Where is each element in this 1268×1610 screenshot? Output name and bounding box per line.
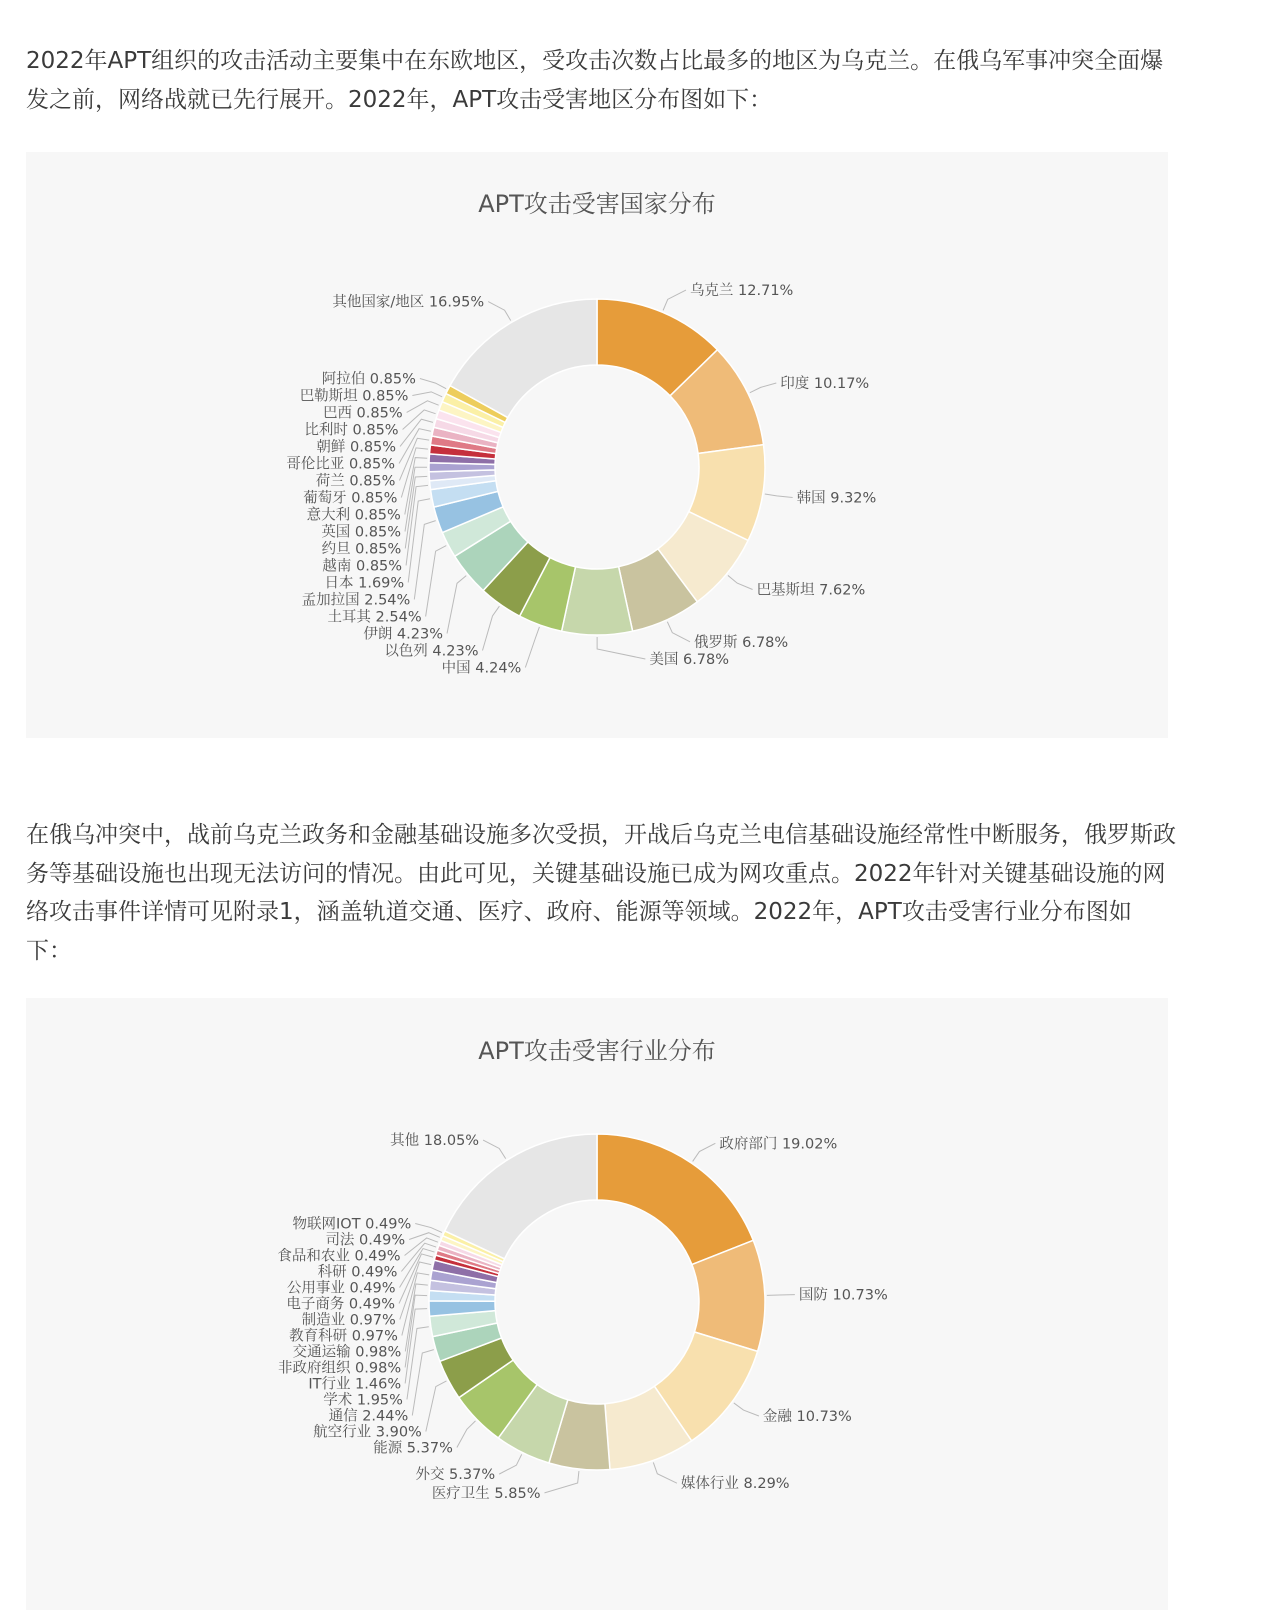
leader-line (767, 1295, 795, 1296)
leader-line (488, 302, 511, 321)
industry-donut-chart (26, 998, 1168, 1610)
slice-label: 媒体行业 8.29% (680, 1476, 790, 1493)
slice-label: 伊朗 4.23% (363, 626, 444, 643)
leader-line (401, 1243, 436, 1271)
slice-label: 其他国家/地区 16.95% (332, 294, 485, 311)
slice-label: 印度 10.17% (780, 376, 870, 393)
slice-label: 交通运输 0.98% (292, 1344, 402, 1361)
slice-label: 巴勒斯坦 0.85% (299, 388, 409, 405)
chart-title: APT攻击受害国家分布 (478, 190, 716, 218)
leader-line (483, 1140, 506, 1159)
leader-line (409, 1233, 440, 1240)
chart-title: APT攻击受害行业分布 (478, 1037, 716, 1065)
slice-label: 其他 18.05% (390, 1133, 480, 1150)
slice-label: IT行业 1.46% (308, 1376, 402, 1393)
leader-line (426, 1381, 447, 1432)
slice-label: 土耳其 2.54% (327, 609, 422, 626)
slice-label: 非政府组织 0.98% (277, 1360, 402, 1377)
slice-label: 教育科研 0.97% (289, 1328, 398, 1345)
slice-label: 政府部门 19.02% (719, 1136, 838, 1153)
slice-label: 越南 0.85% (322, 558, 403, 575)
leader-line (426, 546, 447, 617)
slice-label: 中国 4.24% (441, 660, 522, 677)
slice-label: 俄罗斯 6.78% (694, 634, 789, 651)
slice-label: 制造业 0.97% (301, 1312, 396, 1329)
slice-label: 约旦 0.85% (321, 541, 402, 558)
industry-intro-paragraph: 在俄乌冲突中，战前乌克兰政务和金融基础设施多次受损，开战后乌克兰电信基础设施经常性中断服务，俄罗斯政务等基础设施也出现无法访问的情况。由此可见，关键基础设施已成为网攻重点。2022年针对关键基础设施的网络攻击事件详情可见附录1，涵盖轨道交通、医疗、政府、能源等领域。2022年，APT攻击受害行业分布图如下： (26, 822, 1176, 964)
leader-line (544, 1471, 578, 1493)
slice-label: 乌克兰 12.71% (689, 283, 794, 300)
leader-line (407, 1327, 429, 1400)
leader-line (414, 521, 435, 600)
leader-line (663, 290, 686, 310)
slice-label: 意大利 0.85% (306, 507, 401, 524)
donut-slice (445, 1134, 597, 1259)
slice-label: 医疗卫生 5.85% (431, 1485, 541, 1502)
slice-label: 司法 0.49% (325, 1232, 406, 1249)
slice-label: 学术 1.95% (323, 1392, 403, 1409)
slice-label: 巴基斯坦 7.62% (756, 582, 866, 599)
leader-line (653, 1462, 677, 1483)
slice-label: 食品和农业 0.49% (277, 1248, 401, 1265)
leader-line (667, 622, 690, 642)
leader-line (412, 392, 442, 397)
slice-label: 外交 5.37% (415, 1467, 496, 1484)
donut-slice (597, 1134, 753, 1265)
slice-label: 比利时 0.85% (304, 422, 399, 439)
leader-line (402, 1273, 429, 1336)
slice-label: 韩国 9.32% (796, 490, 877, 507)
slice-label: 日本 1.69% (324, 575, 405, 592)
intro-paragraph: 2022年APT组织的攻击活动主要集中在东欧地区，受攻击次数占比最多的地区为乌克兰。在俄乌军事冲突全面爆发之前，网络战就已先行展开。2022年，APT攻击受害地区分布图如下： (26, 48, 1164, 113)
leader-line (408, 499, 430, 583)
leader-line (693, 1143, 716, 1161)
leader-line (457, 1421, 476, 1448)
slice-label: 以色列 4.23% (384, 643, 479, 660)
leader-line (406, 485, 428, 565)
slice-label: 英国 0.85% (321, 524, 402, 541)
leader-line (420, 378, 446, 388)
leader-line (412, 1350, 434, 1416)
leader-line (415, 1223, 442, 1232)
leader-line (499, 1454, 522, 1474)
leader-line (403, 410, 436, 430)
slice-label: 航空行业 3.90% (313, 1424, 422, 1441)
slice-label: 葡萄牙 0.85% (303, 490, 398, 507)
industry-chart-panel (26, 998, 1168, 1610)
slice-label: 国防 10.73% (798, 1287, 888, 1304)
slice-label: 科研 0.49% (317, 1264, 398, 1281)
leader-line (765, 494, 793, 497)
leader-line (734, 1403, 759, 1416)
country-donut-chart (26, 152, 1168, 738)
slice-label: 荷兰 0.85% (315, 473, 396, 490)
slice-label: 物联网IOT 0.49% (292, 1216, 412, 1233)
slice-label: 朝鲜 0.85% (316, 439, 397, 456)
slice-label: 巴西 0.85% (322, 405, 403, 422)
slice-label: 阿拉伯 0.85% (321, 371, 416, 388)
leader-line (597, 637, 645, 659)
slice-label: 哥伦比亚 0.85% (286, 456, 396, 473)
slice-label: 能源 5.37% (373, 1440, 453, 1457)
country-chart-panel (26, 152, 1168, 738)
slice-label: 电子商务 0.49% (286, 1296, 396, 1313)
leader-line (447, 576, 466, 634)
slice-label: 金融 10.73% (762, 1408, 852, 1425)
slice-label: 孟加拉国 2.54% (301, 592, 411, 609)
slice-label: 美国 6.78% (649, 652, 730, 668)
leader-line (482, 606, 499, 650)
slice-label: 公用事业 0.49% (286, 1280, 396, 1297)
slice-label: 通信 2.44% (328, 1408, 409, 1425)
leader-line (525, 627, 539, 668)
leader-line (728, 575, 753, 589)
leader-line (405, 1238, 438, 1256)
leader-line (750, 383, 776, 393)
